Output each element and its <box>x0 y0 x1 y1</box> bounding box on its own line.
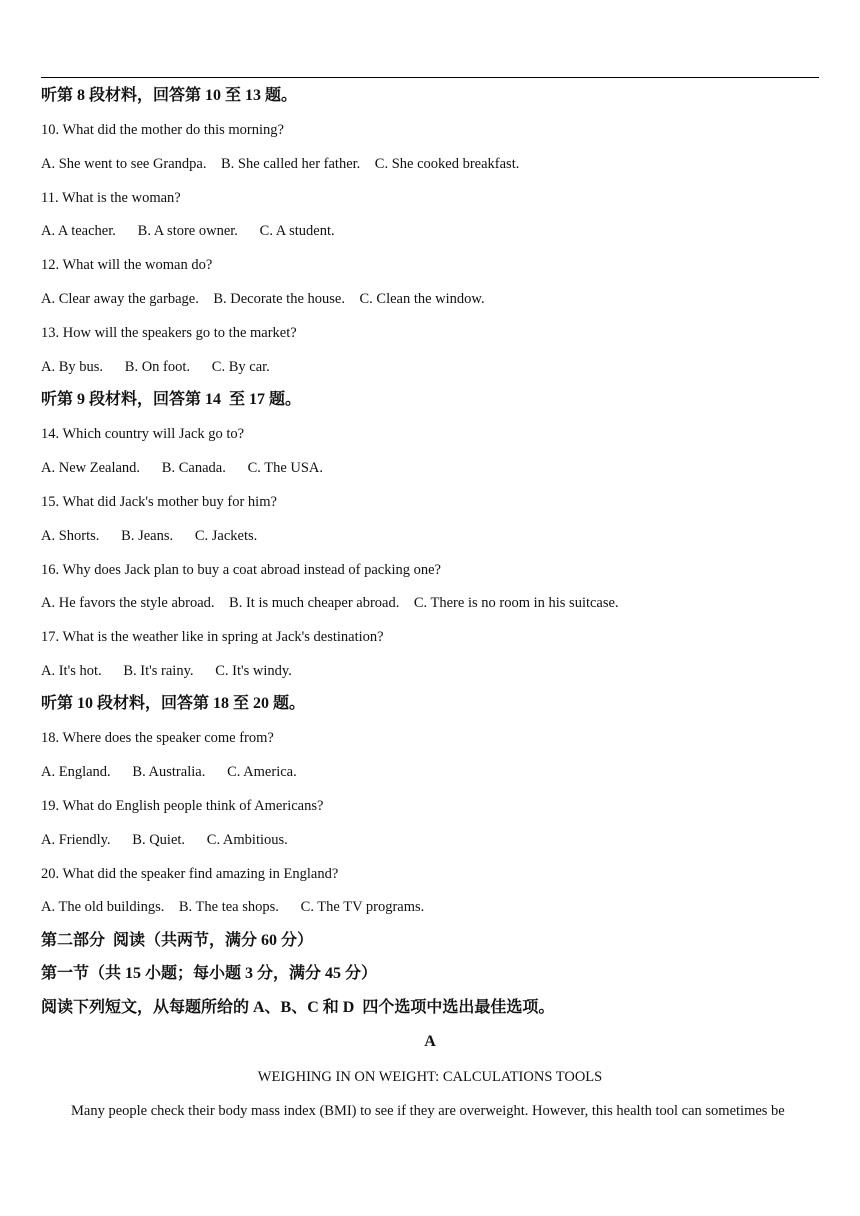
options-15: A. Shorts. B. Jeans. C. Jackets. <box>41 528 258 544</box>
question-11: 11. What is the woman? <box>41 190 181 206</box>
question-15: 15. What did Jack's mother buy for him? <box>41 494 277 510</box>
options-19: A. Friendly. B. Quiet. C. Ambitious. <box>41 832 288 848</box>
question-20: 20. What did the speaker find amazing in England? <box>41 866 339 882</box>
question-13: 13. How will the speakers go to the market? <box>41 325 297 341</box>
options-18: A. England. B. Australia. C. America. <box>41 764 297 780</box>
reading-instruction: 阅读下列短文，从每题所给的 A、B、C 和 D 四个选项中选出最佳选项。 <box>41 999 555 1016</box>
question-14: 14. Which country will Jack go to? <box>41 426 245 442</box>
options-12: A. Clear away the garbage. B. Decorate the house. C. Clean the window. <box>41 291 485 307</box>
options-17: A. It's hot. B. It's rainy. C. It's windy. <box>41 663 292 679</box>
passage-title: WEIGHING IN ON WEIGHT: CALCULATIONS TOOLS <box>257 1069 603 1085</box>
options-11: A. A teacher. B. A store owner. C. A student. <box>41 223 335 239</box>
section-10-heading: 听第 10 段材料，回答第 18 至 20 题。 <box>41 695 306 712</box>
passage-first-line: Many people check their body mass index (BMI) to see if they are overweight. However, this health tool can sometimes be <box>71 1103 785 1119</box>
part-2-heading: 第二部分 阅读（共两节，满分 60 分） <box>41 932 314 949</box>
question-17: 17. What is the weather like in spring at Jack's destination? <box>41 629 384 645</box>
passage-letter: A <box>424 1033 436 1050</box>
question-18: 18. Where does the speaker come from? <box>41 730 274 746</box>
question-12: 12. What will the woman do? <box>41 257 213 273</box>
part-2-subheading: 第一节（共 15 小题；每小题 3 分，满分 45 分） <box>41 965 378 982</box>
section-9-heading: 听第 9 段材料，回答第 14 至 17 题。 <box>41 391 302 408</box>
options-20: A. The old buildings. B. The tea shops. C. The TV programs. <box>41 899 425 915</box>
question-10: 10. What did the mother do this morning? <box>41 122 284 138</box>
header-rule <box>41 77 819 78</box>
options-10: A. She went to see Grandpa. B. She called her father. C. She cooked breakfast. <box>41 156 520 172</box>
question-19: 19. What do English people think of Americans? <box>41 798 324 814</box>
options-16: A. He favors the style abroad. B. It is much cheaper abroad. C. There is no room in his suitcase. <box>41 595 619 611</box>
options-13: A. By bus. B. On foot. C. By car. <box>41 359 270 375</box>
question-16: 16. Why does Jack plan to buy a coat abroad instead of packing one? <box>41 562 441 578</box>
section-8-heading: 听第 8 段材料，回答第 10 至 13 题。 <box>41 87 298 104</box>
options-14: A. New Zealand. B. Canada. C. The USA. <box>41 460 324 476</box>
